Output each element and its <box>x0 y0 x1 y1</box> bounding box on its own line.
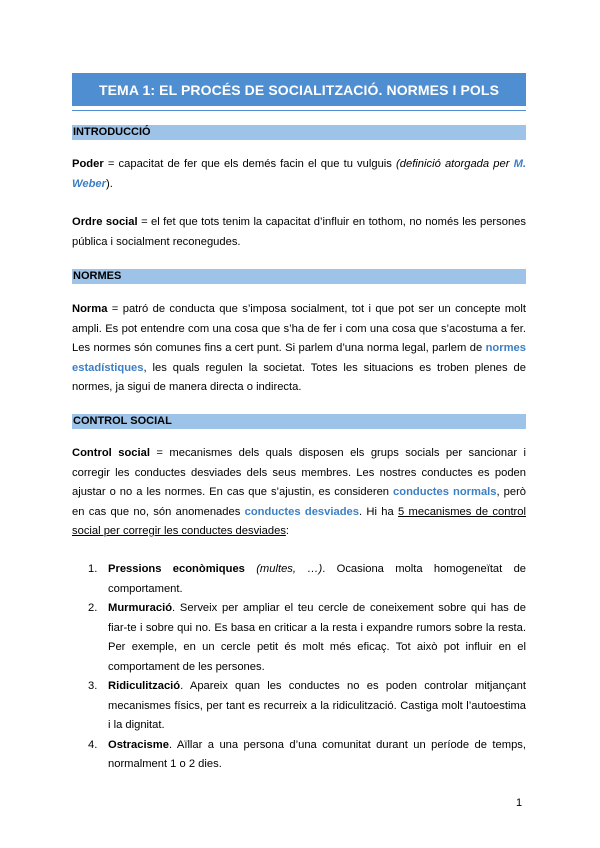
title-divider <box>72 110 526 111</box>
highlight-conductes-desviades: conductes desviades <box>244 505 359 518</box>
list-item: 1. Pressions econòmiques (multes, …). Ocasiona molta homogeneïtat de comportament. <box>88 563 527 595</box>
page-number: 1 <box>516 797 523 809</box>
underlined-mechanisms-intro: 5 mecanismes de control social per corregir les conductes desviades <box>72 505 526 537</box>
list-item: 4. Ostracisme. Aïllar a una persona d’una comunitat durant un període de temps, normalment 1 o 2 dies. <box>88 738 526 770</box>
section-heading-control-social: CONTROL SOCIAL <box>72 414 526 429</box>
author-link: M. Weber <box>72 158 526 190</box>
paragraph-norma: Norma = patró de conducta que s’imposa socialment, tot i que pot ser un concepte molt ampli. Es pot entendre com una cosa que s’ha de fer i com una cosa que s’acostuma a fer. Les normes són comunes fins a cert punt. Si parlem d’una norma legal, parlem de normes estadístiques, les quals regulen la societat. Totes les situacions es troben plenes de normes, ja sigui de manera directa o indirecta. <box>72 303 526 393</box>
term-poder: Poder <box>72 158 104 170</box>
highlight-normes-estadistiques: normes estadístiques <box>72 342 526 374</box>
paragraph-poder: Poder = capacitat de fer que els demés facin el que tu vulguis (definició atorgada per M. Weber). <box>72 158 526 190</box>
paragraph-ordre-social: Ordre social = el fet que tots tenim la capacitat d’influir en tothom, no només les persones pública i socialment reconegudes. <box>72 216 526 248</box>
list-item: 2. Murmuració. Serveix per ampliar el teu cercle de coneixement sobre qui has de fiar-te i sobre qui no. Es basa en criticar a la resta i expandre rumors sobre la resta. Per exemple, en un cercle petit és molt més eficaç. Tot això pot influir en el comportament de les persones. <box>88 602 526 673</box>
highlight-conductes-normals: conductes normals <box>393 486 497 498</box>
paragraph-control-social: Control social = mecanismes dels quals disposen els grups socials per sancionar i corregir les conductes desviades dels seus membres. Les nostres conductes es poden ajustar o no a les normes. En cas que s’ajustin, es consideren conductes normals, però en cas que no, són anomenades conductes desviades. Hi ha 5 mecanismes de control social per corregir les conductes desviades: <box>72 447 527 537</box>
term-ordre-social: Ordre social <box>72 216 138 228</box>
list-item: 3. Ridiculització. Apareix quan les conductes no es poden controlar mitjançant mecanismes físics, per tant es recurreix a la ridiculització. Castiga molt l’autoestima i la dignitat. <box>88 680 526 731</box>
mechanisms-list <box>72 560 526 775</box>
section-heading-normes: NORMES <box>72 269 526 284</box>
term-control-social: Control social <box>72 447 150 459</box>
term-norma: Norma <box>72 303 108 315</box>
document-title: TEMA 1: EL PROCÉS DE SOCIALITZACIÓ. NORMES I POLS <box>72 73 526 106</box>
section-heading-introduccio: INTRODUCCIÓ <box>72 125 526 140</box>
